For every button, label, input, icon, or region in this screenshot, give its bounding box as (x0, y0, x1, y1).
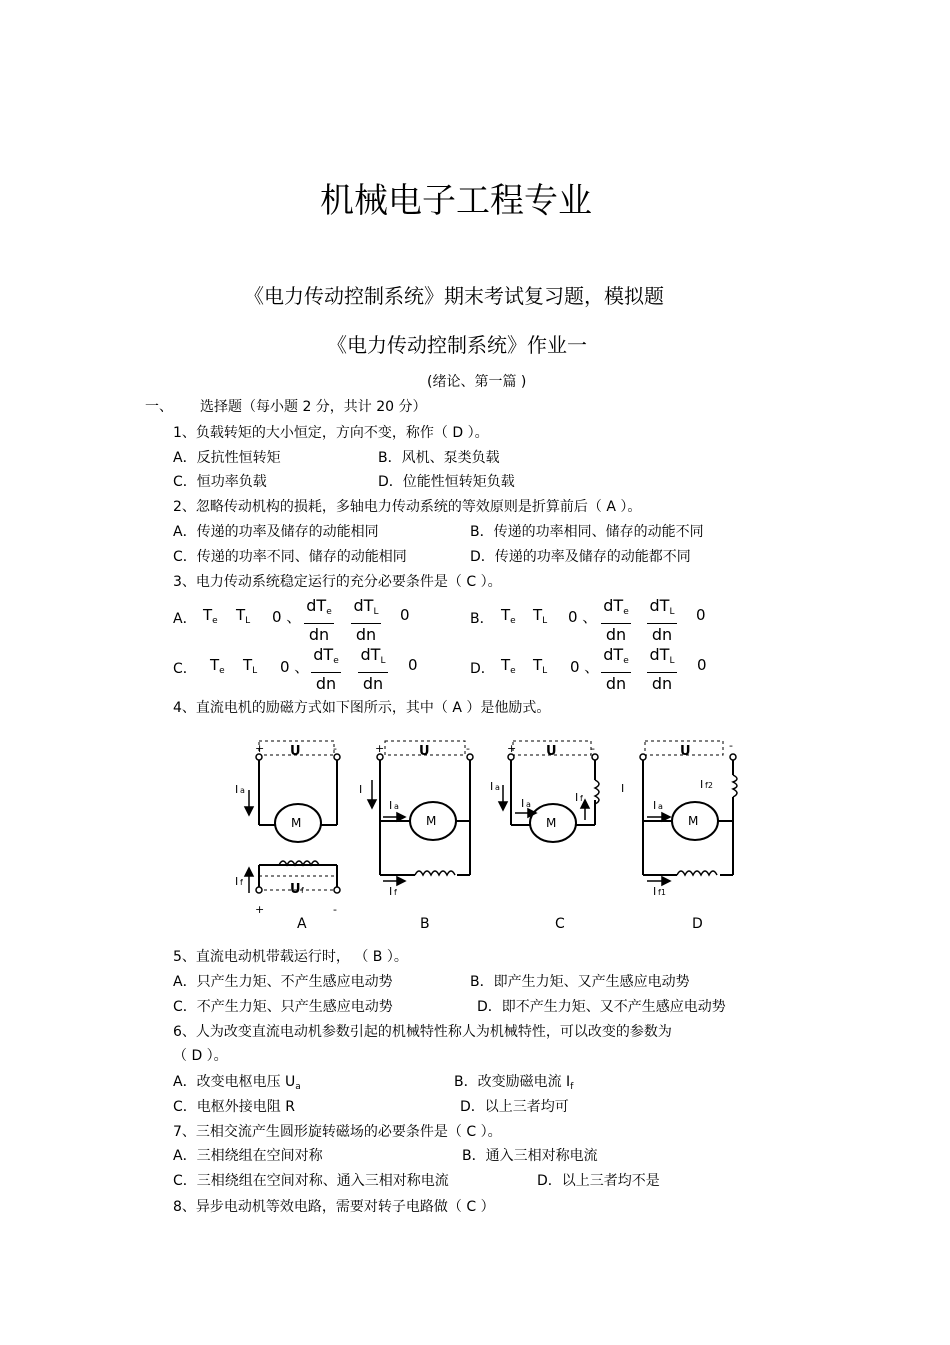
field-voltage-a-sub: f (301, 886, 304, 895)
motor-label-b: M (426, 814, 437, 828)
circuit-d (643, 741, 733, 875)
q1-option-c: C．恒功率负载 (173, 474, 267, 490)
q7-option-d: D．以上三者均不是 (537, 1173, 660, 1189)
q3-c-frac-dtl: $dT_L$ dn (358, 645, 388, 695)
i-label-b: I (359, 783, 363, 796)
question-6: 6、人为改变直流电动机参数引起的机械特性称人为机械特性，可以改变的参数为 (173, 1024, 672, 1040)
motor-label-d: M (688, 814, 699, 828)
if-label-a-sub: f (240, 878, 243, 887)
q3-c-frac-dte: $dT_e$ dn (311, 645, 341, 695)
q3-d-zero2: 0 (697, 656, 707, 674)
question-1: 1、负载转矩的大小恒定，方向不变，称作（ D ）。 (173, 425, 489, 441)
q2-option-a: A．传递的功率及储存的动能相同 (173, 524, 379, 540)
scope-note: (绪论、第一篇 ) (427, 374, 527, 390)
exam-subtitle: 《电力传动控制系统》期末考试复习题，模拟题 (244, 284, 664, 308)
q3-b-frac-dtl: $dT_L$ dn (647, 596, 677, 646)
q7-option-b: B．通入三相对称电流 (462, 1148, 598, 1164)
field-voltage-a: U (290, 882, 301, 897)
ia-label-c2-sub: a (526, 800, 531, 809)
q3-b-frac-dte: $dT_e$ dn (601, 596, 631, 646)
q3-c-zero1: 0 、 (280, 658, 310, 676)
assignment-subtitle: 《电力传动控制系统》作业一 (327, 333, 587, 357)
q5-option-b: B．即产生力矩、又产生感应电动势 (470, 974, 690, 990)
q5-option-d: D．即不产生力矩、又不产生感应电动势 (477, 999, 726, 1015)
q6-option-c: C．电枢外接电阻 R (173, 1099, 295, 1115)
minus-a-bottom: - (333, 903, 337, 916)
i-label-d: I (621, 782, 625, 795)
page-title: 机械电子工程专业 (320, 181, 592, 221)
q3-c-zero2: 0 (408, 656, 418, 674)
q3-b-te: $T_e$ (501, 606, 516, 626)
ia-label-b-sub: a (394, 802, 399, 811)
q3-d-frac-dtl: $dT_L$ dn (647, 645, 677, 695)
q3-option-b-label: B． (470, 611, 494, 627)
if-label-c-sub: f (580, 794, 583, 803)
q3-d-tl: $T_L$ (533, 656, 548, 676)
minus-c: - (591, 742, 595, 755)
if-label-b-sub: f (394, 888, 397, 897)
plus-b: + (375, 742, 385, 755)
q3-a-te: $T_e$ (203, 606, 218, 626)
question-3: 3、电力传动系统稳定运行的充分必要条件是（ C ）。 (173, 574, 502, 590)
q3-d-frac-dte: $dT_e$ dn (601, 645, 631, 695)
ia-label-d-sub: a (658, 802, 663, 811)
motor-label-c: M (546, 816, 557, 830)
if2-label-d: I (700, 778, 704, 791)
q1-option-d: D．位能性恒转矩负载 (378, 474, 515, 490)
q3-b-zero2: 0 (696, 606, 706, 624)
minus-d: - (729, 739, 733, 752)
ia-label-c1-sub: a (495, 783, 500, 792)
ia-label-c2: I (521, 797, 525, 810)
q3-option-d-label: D． (470, 661, 495, 677)
circuit-label-d: D (692, 916, 703, 932)
plus-a-top: + (255, 742, 265, 755)
q7-option-a: A．三相绕组在空间对称 (173, 1148, 323, 1164)
section-heading: 选择题（每小题 2 分，共计 20 分） (200, 399, 427, 415)
plus-a-bottom: + (255, 903, 265, 916)
circuit-label-c: C (555, 916, 565, 932)
q3-a-frac-dtl: $dT_L$ dn (351, 596, 381, 646)
ia-label-d: I (653, 799, 657, 812)
q3-d-zero1: 0 、 (570, 658, 600, 676)
armature-voltage-b: U (419, 744, 430, 759)
question-7: 7、三相交流产生圆形旋转磁场的必要条件是（ C ）。 (173, 1124, 502, 1140)
q5-option-a: A．只产生力矩、不产生感应电动势 (173, 974, 393, 990)
question-8: 8、异步电动机等效电路，需要对转子电路做（ C ） (173, 1199, 495, 1215)
q3-a-zero2: 0 (400, 606, 410, 624)
q3-option-c-label: C． (173, 661, 197, 677)
q3-c-tl: $T_L$ (243, 656, 258, 676)
q1-option-a: A．反抗性恒转矩 (173, 450, 281, 466)
q3-b-tl: $T_L$ (533, 606, 548, 626)
section-number: 一、 (145, 399, 173, 415)
ia-label-b: I (389, 799, 393, 812)
q1-option-b: B．风机、泵类负载 (378, 450, 500, 466)
minus-a-top: - (333, 742, 337, 755)
if2-label-d-sub: f2 (705, 781, 713, 790)
if-label-b: I (389, 885, 393, 898)
q3-d-te: $T_e$ (501, 656, 516, 676)
ia-label-a: I (235, 783, 239, 796)
q6-option-b: B．改变励磁电流 $I_f$ (454, 1074, 574, 1092)
question-2: 2、忽略传动机构的损耗，多轴电力传动系统的等效原则是折算前后（ A ）。 (173, 499, 642, 515)
armature-voltage-a: U (290, 744, 301, 759)
circuit-label-a: A (297, 916, 307, 932)
q3-a-tl: $T_L$ (236, 606, 251, 626)
plus-c: + (507, 742, 517, 755)
question-4: 4、直流电机的励磁方式如下图所示，其中（ A ）是他励式。 (173, 700, 551, 716)
circuit-label-b: B (420, 916, 430, 932)
if-label-a: I (235, 875, 239, 888)
q7-option-c: C．三相绕组在空间对称、通入三相对称电流 (173, 1173, 449, 1189)
armature-voltage-c: U (546, 744, 557, 759)
excitation-circuits-figure (225, 735, 760, 935)
if-label-c: I (575, 791, 579, 804)
if1-label-d: I (653, 885, 657, 898)
q6-option-a: A．改变电枢电压 $U_a$ (173, 1074, 301, 1092)
q3-a-frac-dte: $dT_e$ dn (304, 596, 334, 646)
q2-option-d: D．传递的功率及储存的动能都不同 (470, 549, 691, 565)
q6-option-d: D．以上三者均可 (460, 1099, 569, 1115)
question-5: 5、直流电动机带载运行时， （ B ）。 (173, 949, 408, 965)
q2-option-b: B．传递的功率相同、储存的动能不同 (470, 524, 704, 540)
motor-label-a: M (291, 816, 302, 830)
armature-voltage-d: U (680, 744, 691, 759)
q3-c-te: $T_e$ (210, 656, 225, 676)
if1-label-d-sub: f1 (658, 888, 666, 897)
q3-b-zero1: 0 、 (568, 608, 598, 626)
question-6-answer: （ D ）。 (173, 1048, 228, 1064)
q3-a-zero1: 0 、 (272, 608, 302, 626)
minus-b: - (466, 742, 470, 755)
ia-label-a-sub: a (240, 786, 245, 795)
q2-option-c: C．传递的功率不同、储存的动能相同 (173, 549, 407, 565)
q5-option-c: C．不产生力矩、只产生感应电动势 (173, 999, 393, 1015)
ia-label-c1: I (490, 780, 494, 793)
q3-option-a-label: A． (173, 611, 197, 627)
